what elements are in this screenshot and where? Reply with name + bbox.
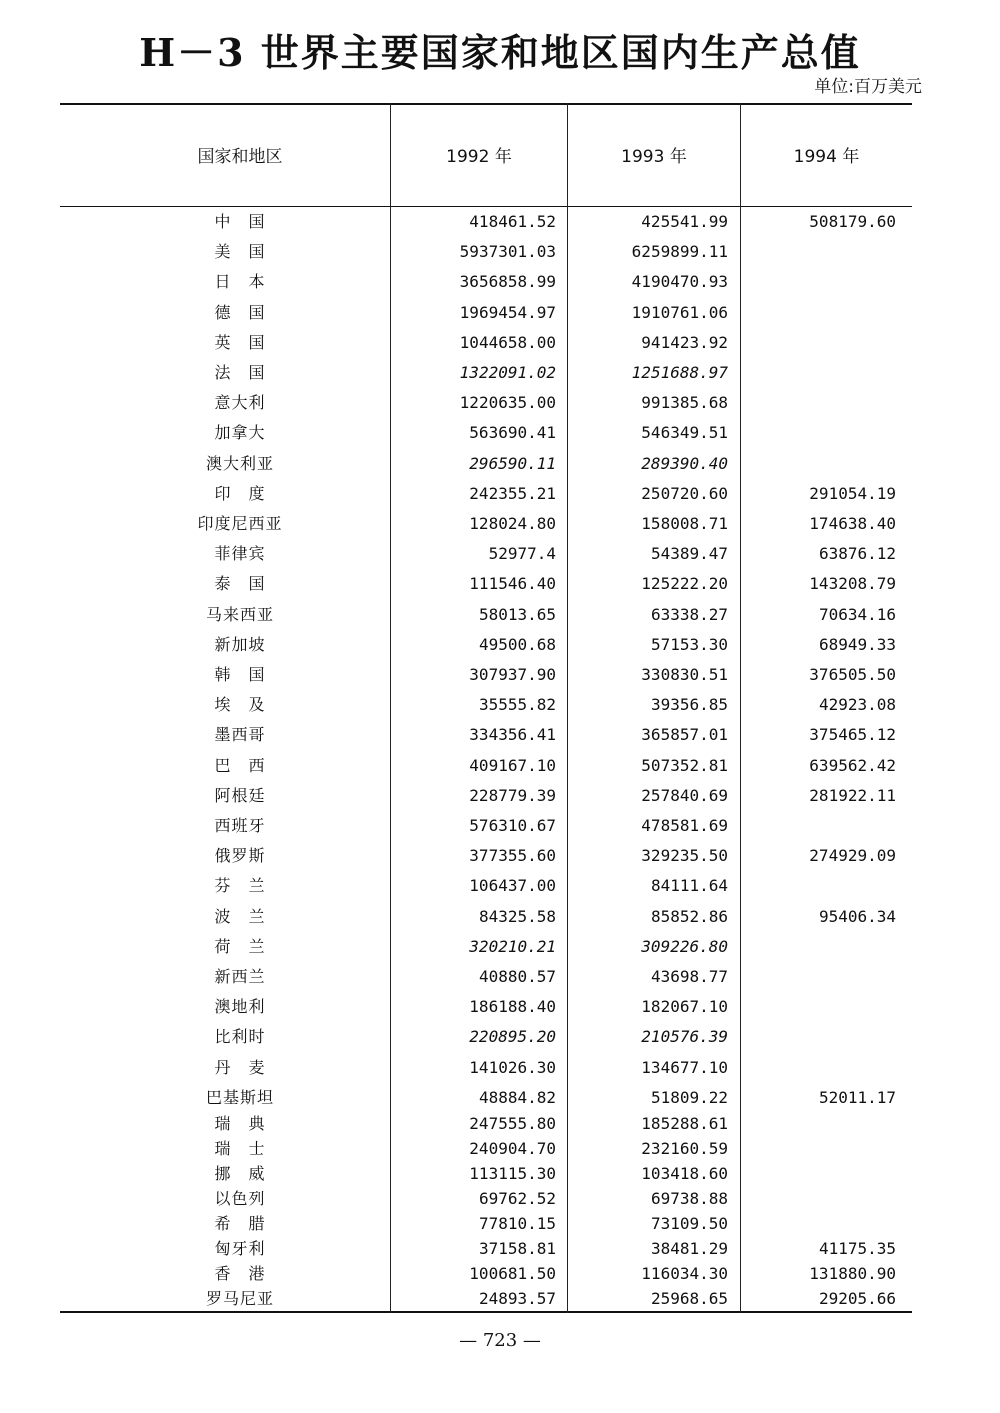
value-1993: 941423.92	[641, 332, 728, 352]
value-1993: 85852.86	[650, 906, 728, 926]
value-1993: 546349.51	[641, 423, 728, 443]
value-1993: 478581.69	[641, 816, 728, 835]
table-row	[60, 722, 912, 748]
table-row	[60, 300, 912, 326]
value-1994	[740, 873, 896, 899]
table-row	[60, 1286, 912, 1312]
value-1993: 125222.20	[641, 574, 728, 594]
unit-label: 单位:百万美元	[814, 77, 922, 97]
value-1993: 1251688.97	[631, 363, 728, 382]
table-row	[60, 451, 912, 477]
country-cell: 巴 西	[214, 755, 266, 775]
table-row	[60, 873, 912, 899]
table-row	[60, 330, 912, 356]
value-1993: 507352.81	[641, 755, 728, 775]
value-1994: 95406.34	[818, 906, 896, 926]
value-1992: 40880.57	[478, 967, 556, 986]
gdp-table	[60, 103, 912, 1313]
table-row	[60, 481, 912, 507]
value-1992: 141026.30	[469, 1057, 556, 1077]
table-row	[60, 420, 912, 446]
country-cell: 加拿大	[214, 423, 266, 443]
value-1993: 43698.77	[650, 967, 728, 986]
country-cell: 芬 兰	[214, 876, 266, 896]
country-cell: 以色列	[214, 1189, 266, 1208]
table-row	[60, 602, 912, 628]
value-1993: 6259899.11	[631, 242, 728, 262]
table-row	[60, 934, 912, 960]
value-1994	[740, 1055, 896, 1081]
value-1993: 289390.40	[641, 453, 728, 473]
value-1992: 563690.41	[469, 423, 556, 443]
value-1993: 309226.80	[641, 936, 728, 956]
header-1992: 1992 年	[446, 147, 512, 167]
value-1993: 185288.61	[641, 1114, 728, 1133]
value-1993: 232160.59	[641, 1139, 728, 1158]
value-1993: 425541.99	[641, 212, 728, 231]
country-cell: 新加坡	[214, 634, 266, 654]
value-1994	[740, 1186, 896, 1212]
value-1992: 49500.68	[478, 634, 556, 654]
value-1993: 51809.22	[650, 1087, 728, 1107]
country-cell: 阿根廷	[214, 785, 266, 805]
country-cell: 日 本	[214, 272, 266, 292]
value-1993: 57153.30	[650, 634, 728, 654]
value-1992: 240904.70	[469, 1139, 556, 1158]
table-row	[60, 541, 912, 567]
table-row	[60, 692, 912, 718]
country-cell: 香 港	[214, 1264, 266, 1283]
table-row	[60, 1236, 912, 1262]
country-cell: 澳大利亚	[205, 453, 274, 473]
value-1994: 41175.35	[818, 1239, 896, 1258]
value-1994: 29205.66	[818, 1289, 896, 1308]
table-row	[60, 994, 912, 1020]
table-row	[60, 1211, 912, 1237]
country-cell: 印度尼西亚	[197, 514, 283, 533]
value-1992: 48884.82	[478, 1087, 556, 1107]
value-1993: 182067.10	[641, 997, 728, 1017]
country-cell: 巴基斯坦	[205, 1087, 274, 1107]
value-1994	[740, 360, 896, 386]
value-1993: 25968.65	[650, 1289, 728, 1308]
value-1994: 639562.42	[809, 755, 896, 775]
value-1992: 1322091.02	[459, 363, 556, 382]
value-1994	[740, 390, 896, 416]
country-cell: 西班牙	[214, 816, 266, 835]
table-row	[60, 1055, 912, 1081]
table-row	[60, 209, 912, 235]
value-1992: 100681.50	[469, 1264, 556, 1283]
value-1994: 508179.60	[809, 212, 896, 231]
value-1992: 247555.80	[469, 1114, 556, 1133]
value-1993: 63338.27	[650, 604, 728, 624]
table-row	[60, 753, 912, 779]
table-row	[60, 632, 912, 658]
value-1992: 113115.30	[469, 1164, 556, 1183]
table-row	[60, 813, 912, 839]
country-cell: 荷 兰	[214, 936, 266, 956]
table-row	[60, 1111, 912, 1137]
value-1994: 274929.09	[809, 846, 896, 866]
value-1992: 69762.52	[478, 1189, 556, 1208]
country-cell: 瑞 典	[214, 1114, 266, 1133]
value-1993: 39356.85	[650, 695, 728, 715]
value-1992: 334356.41	[469, 725, 556, 745]
value-1994: 375465.12	[809, 725, 896, 745]
value-1994: 376505.50	[809, 665, 896, 684]
country-cell: 英 国	[214, 332, 266, 352]
table-row	[60, 1024, 912, 1050]
value-1992: 106437.00	[469, 876, 556, 896]
value-1994: 143208.79	[809, 574, 896, 594]
page-title: H－3 世界主要国家和地区国内生产总值	[139, 30, 861, 75]
value-1992: 409167.10	[469, 755, 556, 775]
value-1992: 1969454.97	[459, 302, 556, 322]
value-1994	[740, 1161, 896, 1187]
value-1993: 73109.50	[650, 1214, 728, 1233]
value-1992: 228779.39	[469, 785, 556, 805]
country-cell: 波 兰	[214, 906, 266, 926]
country-cell: 韩 国	[214, 665, 266, 684]
value-1992: 242355.21	[469, 483, 556, 503]
country-cell: 比利时	[214, 1027, 266, 1047]
country-cell: 希 腊	[214, 1214, 266, 1233]
value-1992: 418461.52	[469, 212, 556, 231]
table-row	[60, 571, 912, 597]
value-1993: 54389.47	[650, 544, 728, 564]
country-cell: 印 度	[214, 483, 266, 503]
value-1994	[740, 934, 896, 960]
value-1993: 329235.50	[641, 846, 728, 866]
header-1994: 1994 年	[793, 147, 860, 167]
table-row	[60, 1261, 912, 1287]
table-row	[60, 269, 912, 295]
value-1992: 576310.67	[469, 816, 556, 835]
table-row	[60, 511, 912, 537]
value-1992: 77810.15	[478, 1214, 556, 1233]
value-1994	[740, 1211, 896, 1237]
value-1994	[740, 1136, 896, 1162]
value-1994: 131880.90	[809, 1264, 896, 1283]
value-1994: 42923.08	[818, 695, 896, 715]
country-cell: 匈牙利	[214, 1239, 266, 1258]
value-1993: 257840.69	[641, 785, 728, 805]
value-1992: 35555.82	[478, 695, 556, 715]
value-1992: 186188.40	[469, 997, 556, 1017]
value-1994	[740, 1111, 896, 1137]
value-1992: 37158.81	[478, 1239, 556, 1258]
value-1992: 84325.58	[478, 906, 556, 926]
country-cell: 罗马尼亚	[205, 1289, 274, 1308]
country-cell: 泰 国	[214, 574, 266, 594]
value-1993: 134677.10	[641, 1057, 728, 1077]
value-1993: 69738.88	[650, 1189, 728, 1208]
value-1992: 24893.57	[478, 1289, 556, 1308]
country-cell: 意大利	[214, 393, 266, 413]
header-1993: 1993 年	[621, 147, 687, 167]
value-1993: 38481.29	[650, 1239, 728, 1258]
value-1993: 991385.68	[641, 393, 728, 413]
header-bottom-rule	[60, 206, 912, 207]
value-1992: 52977.4	[488, 544, 556, 564]
country-cell: 澳地利	[214, 997, 266, 1017]
value-1993: 116034.30	[641, 1264, 728, 1283]
value-1993: 84111.64	[650, 876, 728, 896]
value-1993: 158008.71	[641, 514, 728, 533]
value-1994: 63876.12	[818, 544, 896, 564]
value-1994	[740, 994, 896, 1020]
value-1994	[740, 420, 896, 446]
value-1992: 307937.90	[469, 665, 556, 684]
value-1994	[740, 239, 896, 265]
value-1994: 174638.40	[809, 514, 896, 533]
country-cell: 德 国	[214, 302, 266, 322]
country-cell: 瑞 士	[214, 1139, 266, 1158]
value-1993: 210576.39	[641, 1027, 728, 1047]
value-1994	[740, 451, 896, 477]
country-cell: 丹 麦	[214, 1057, 266, 1077]
value-1994: 70634.16	[818, 604, 896, 624]
value-1992: 320210.21	[469, 936, 556, 956]
table-row	[60, 1161, 912, 1187]
value-1992: 220895.20	[469, 1027, 556, 1047]
table-row	[60, 360, 912, 386]
value-1993: 250720.60	[641, 483, 728, 503]
country-cell: 俄罗斯	[214, 846, 266, 866]
value-1993: 103418.60	[641, 1164, 728, 1183]
country-cell: 法 国	[214, 363, 266, 382]
value-1992: 58013.65	[478, 604, 556, 624]
country-cell: 新西兰	[214, 967, 266, 986]
table-row	[60, 1136, 912, 1162]
value-1994	[740, 330, 896, 356]
table-row	[60, 964, 912, 990]
value-1993: 4190470.93	[631, 272, 728, 292]
value-1994	[740, 813, 896, 839]
header-country: 国家和地区	[197, 147, 283, 167]
value-1994	[740, 964, 896, 990]
table-row	[60, 390, 912, 416]
value-1993: 1910761.06	[631, 302, 728, 322]
value-1994	[740, 300, 896, 326]
value-1993: 330830.51	[641, 665, 728, 684]
value-1994: 52011.17	[818, 1087, 896, 1107]
table-row	[60, 1085, 912, 1111]
value-1994: 68949.33	[818, 634, 896, 654]
value-1992: 111546.40	[469, 574, 556, 594]
value-1993: 365857.01	[641, 725, 728, 745]
value-1992: 296590.11	[469, 453, 556, 473]
country-cell: 美 国	[214, 242, 266, 262]
table-row	[60, 904, 912, 930]
value-1992: 1044658.00	[459, 332, 556, 352]
value-1992: 3656858.99	[459, 272, 556, 292]
country-cell: 马来西亚	[205, 604, 274, 624]
country-cell: 中 国	[214, 212, 266, 231]
value-1994: 281922.11	[809, 785, 896, 805]
table-row	[60, 843, 912, 869]
table-row	[60, 239, 912, 265]
value-1992: 377355.60	[469, 846, 556, 866]
country-cell: 菲律宾	[214, 544, 266, 564]
country-cell: 埃 及	[214, 695, 266, 715]
value-1992: 128024.80	[469, 514, 556, 533]
value-1992: 5937301.03	[459, 242, 556, 262]
value-1992: 1220635.00	[459, 393, 556, 413]
country-cell: 墨西哥	[214, 725, 266, 745]
table-row	[60, 662, 912, 688]
table-row	[60, 1186, 912, 1212]
country-cell: 挪 威	[214, 1164, 266, 1183]
value-1994	[740, 1024, 896, 1050]
page-number: — 723 —	[459, 1330, 541, 1351]
value-1994	[740, 269, 896, 295]
table-row	[60, 783, 912, 809]
value-1994: 291054.19	[809, 483, 896, 503]
